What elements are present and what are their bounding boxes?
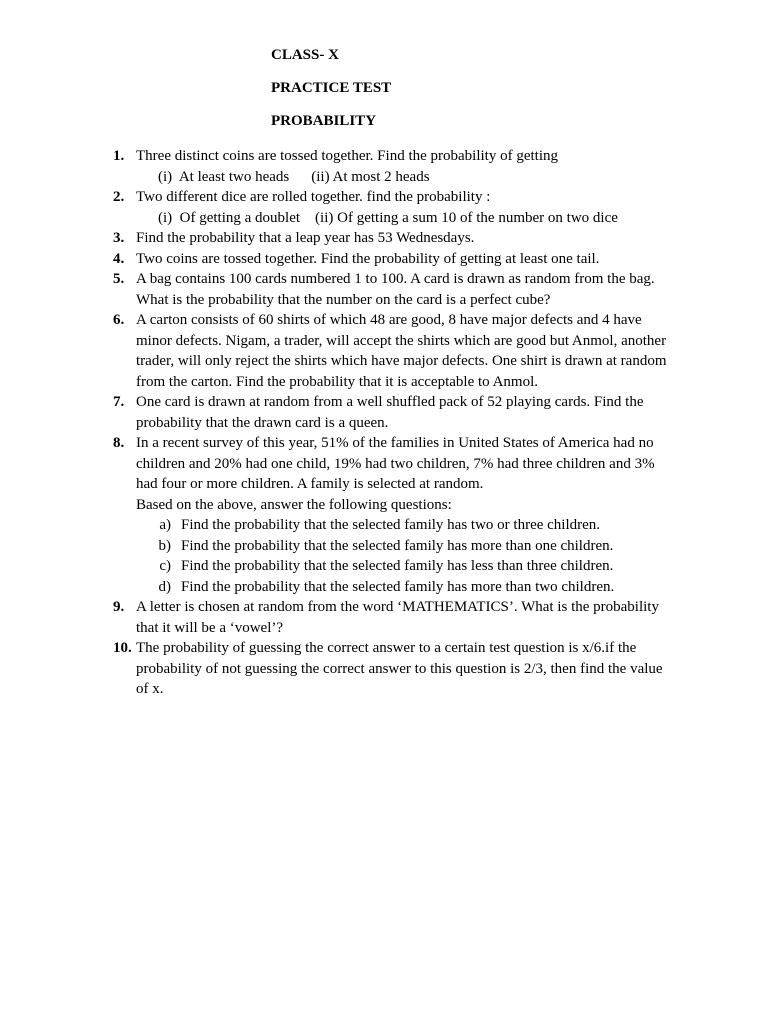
sub-item-mark: b) — [158, 537, 171, 554]
question-4 — [113, 249, 673, 270]
sub-item-text: Find the probability that the selected family has two or three children. — [181, 517, 601, 533]
question-text: Two coins are tossed together. Find the probability of getting at least one tail. — [136, 250, 600, 267]
option-ii: (ii) At most 2 heads — [311, 168, 430, 185]
question-number: 1. — [113, 148, 125, 164]
question-number: 3. — [113, 230, 125, 246]
sub-item-c — [136, 556, 673, 577]
question-text: A carton consists of 60 shirts of which 48 are good, 8 have major defects and 4 have minor defects. Nigam, a trader, will accept the shirts which are good but Anmol, another trader, will only reject the shirts which have major defects. One shirt is drawn at random from the carton. Find the probability that it is acceptable to Anmol. — [136, 312, 667, 390]
question-text: A bag contains 100 cards numbered 1 to 100. A card is drawn as random from the bag. What is the probability that the number on the card is a perfect cube? — [136, 271, 655, 308]
question-number: 10. — [113, 640, 132, 656]
sub-item-mark: a) — [159, 517, 171, 533]
subject-heading: PROBABILITY — [271, 113, 377, 129]
document-header — [271, 45, 391, 144]
sub-item-d — [136, 577, 673, 598]
sub-item-mark: d) — [158, 578, 171, 595]
question-text: Two different dice are rolled together. find the probability : — [136, 189, 491, 205]
sub-item-mark: c) — [159, 558, 171, 574]
test-heading: PRACTICE TEST — [271, 80, 392, 96]
class-heading: CLASS- X — [271, 47, 339, 63]
option-ii: (ii) Of getting a sum 10 of the number on two dice — [315, 209, 618, 226]
sub-item-b — [136, 536, 673, 557]
sub-item-text: Find the probability that the selected family has less than three children. — [181, 558, 614, 574]
question-5 — [113, 269, 673, 310]
question-options — [136, 208, 673, 229]
question-number: 9. — [113, 599, 125, 615]
sub-item-text: Find the probability that the selected family has more than one children. — [181, 537, 614, 554]
question-text: Find the probability that a leap year has 53 Wednesdays. — [136, 230, 475, 246]
question-9 — [113, 597, 673, 638]
question-10 — [113, 638, 673, 700]
question-8 — [113, 433, 673, 597]
question-text: One card is drawn at random from a well shuffled pack of 52 playing cards. Find the probability that the drawn card is a queen. — [136, 394, 644, 431]
question-options — [136, 167, 673, 188]
question-7 — [113, 392, 673, 433]
option-i: (i) At least two heads — [158, 168, 290, 185]
question-number: 8. — [113, 435, 125, 451]
question-number: 6. — [113, 312, 125, 328]
question-6 — [113, 310, 673, 392]
question-text: A letter is chosen at random from the word ‘MATHEMATICS’. What is the probability that it will be a ‘vowel’? — [136, 599, 659, 636]
question-3 — [113, 228, 673, 249]
question-followup: Based on the above, answer the following questions: — [136, 496, 452, 513]
option-i: (i) Of getting a doublet — [158, 209, 301, 226]
question-list — [113, 146, 673, 700]
question-text: The probability of guessing the correct answer to a certain test question is x/6.if the probability of not guessing the correct answer to this question is 2/3, then find the value of x. — [136, 640, 663, 697]
question-1 — [113, 146, 673, 187]
question-2 — [113, 187, 673, 228]
question-number: 2. — [113, 189, 125, 205]
sub-item-text: Find the probability that the selected family has more than two children. — [181, 578, 615, 595]
question-text: Three distinct coins are tossed together. Find the probability of getting — [136, 148, 558, 164]
question-text: In a recent survey of this year, 51% of the families in United States of America had no children and 20% had one child, 19% had two children, 7% had three children and 3% had four or more children. A family is selected at random. — [136, 435, 655, 492]
question-number: 7. — [113, 394, 125, 410]
question-number: 5. — [113, 271, 125, 287]
question-number: 4. — [113, 250, 125, 267]
sub-item-a — [136, 515, 673, 536]
